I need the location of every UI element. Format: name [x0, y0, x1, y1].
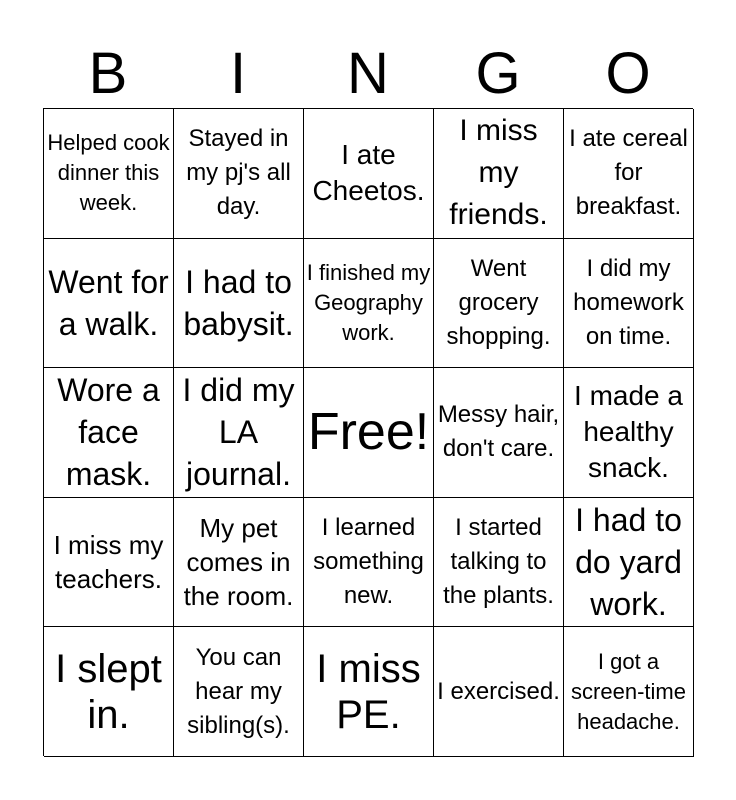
- bingo-cell-r3-c4[interactable]: [434, 368, 564, 498]
- bingo-cell-r4-c2[interactable]: [174, 498, 304, 628]
- cell-text: I finished my Geography work.: [306, 259, 431, 345]
- bingo-cell-r2-c2[interactable]: [174, 239, 304, 369]
- cell-text: I got a screen-time headache.: [571, 648, 686, 734]
- cell-text: I miss PE.: [316, 646, 421, 737]
- cell-text: I ate cereal for breakfast.: [569, 125, 688, 221]
- header-letter-i: I: [229, 41, 247, 106]
- cell-text: I slept in.: [55, 646, 162, 737]
- bingo-cell-r5-c5[interactable]: [564, 627, 694, 757]
- bingo-cell-r4-c3[interactable]: [304, 498, 434, 628]
- cell-text: I ate Cheetos.: [312, 139, 425, 207]
- bingo-cell-r5-c3[interactable]: [304, 627, 434, 757]
- bingo-cell-r1-c2[interactable]: [174, 109, 304, 239]
- cell-text: Stayed in my pj's all day.: [186, 125, 291, 221]
- bingo-cell-r1-c4[interactable]: [434, 109, 564, 239]
- cell-text: Went for a walk.: [48, 263, 169, 342]
- cell-text: Helped cook dinner this week.: [47, 130, 170, 216]
- cell-text: I miss my friends.: [449, 114, 548, 232]
- header-letter-o: O: [605, 41, 651, 106]
- bingo-cell-r2-c5[interactable]: [564, 239, 694, 369]
- bingo-cell-r1-c5[interactable]: [564, 109, 694, 239]
- cell-text: Wore a face mask.: [57, 372, 160, 493]
- cell-text: I did my homework on time.: [573, 254, 684, 350]
- bingo-header: [43, 40, 693, 108]
- cell-text: I had to do yard work.: [575, 502, 682, 623]
- cell-text: I learned something new.: [313, 514, 424, 610]
- cell-text: I exercised.: [437, 677, 560, 705]
- cell-text: Messy hair, don't care.: [437, 401, 560, 463]
- cell-text: I made a healthy snack.: [574, 380, 683, 484]
- bingo-cell-r3-c1[interactable]: [44, 368, 174, 498]
- header-letter-g: G: [475, 41, 521, 106]
- cell-text: I miss my teachers.: [53, 530, 164, 595]
- header-letter-n: N: [347, 41, 389, 106]
- bingo-cell-r3-c5[interactable]: [564, 368, 694, 498]
- cell-text: I did my LA journal.: [182, 372, 295, 493]
- cell-text: You can hear my sibling(s).: [187, 643, 290, 739]
- bingo-cell-r2-c1[interactable]: [44, 239, 174, 369]
- cell-text: I started talking to the plants.: [443, 514, 554, 610]
- bingo-cell-r2-c3[interactable]: [304, 239, 434, 369]
- bingo-board: [43, 108, 693, 756]
- bingo-cell-r1-c3[interactable]: [304, 109, 434, 239]
- bingo-cell-r5-c4[interactable]: [434, 627, 564, 757]
- free-space-text: Free!: [307, 403, 430, 462]
- bingo-cell-r5-c1[interactable]: [44, 627, 174, 757]
- bingo-cell-r2-c4[interactable]: [434, 239, 564, 369]
- cell-text: Went grocery shopping.: [446, 254, 551, 350]
- header-letter-b: B: [88, 41, 128, 106]
- bingo-cell-r4-c4[interactable]: [434, 498, 564, 628]
- bingo-cell-r5-c2[interactable]: [174, 627, 304, 757]
- bingo-cell-r4-c5[interactable]: [564, 498, 694, 628]
- bingo-cell-r4-c1[interactable]: [44, 498, 174, 628]
- cell-text: I had to babysit.: [183, 263, 294, 342]
- bingo-cell-r1-c1[interactable]: [44, 109, 174, 239]
- cell-text: My pet comes in the room.: [183, 513, 294, 612]
- bingo-cell-r3-c3-free[interactable]: [304, 368, 434, 498]
- bingo-cell-r3-c2[interactable]: [174, 368, 304, 498]
